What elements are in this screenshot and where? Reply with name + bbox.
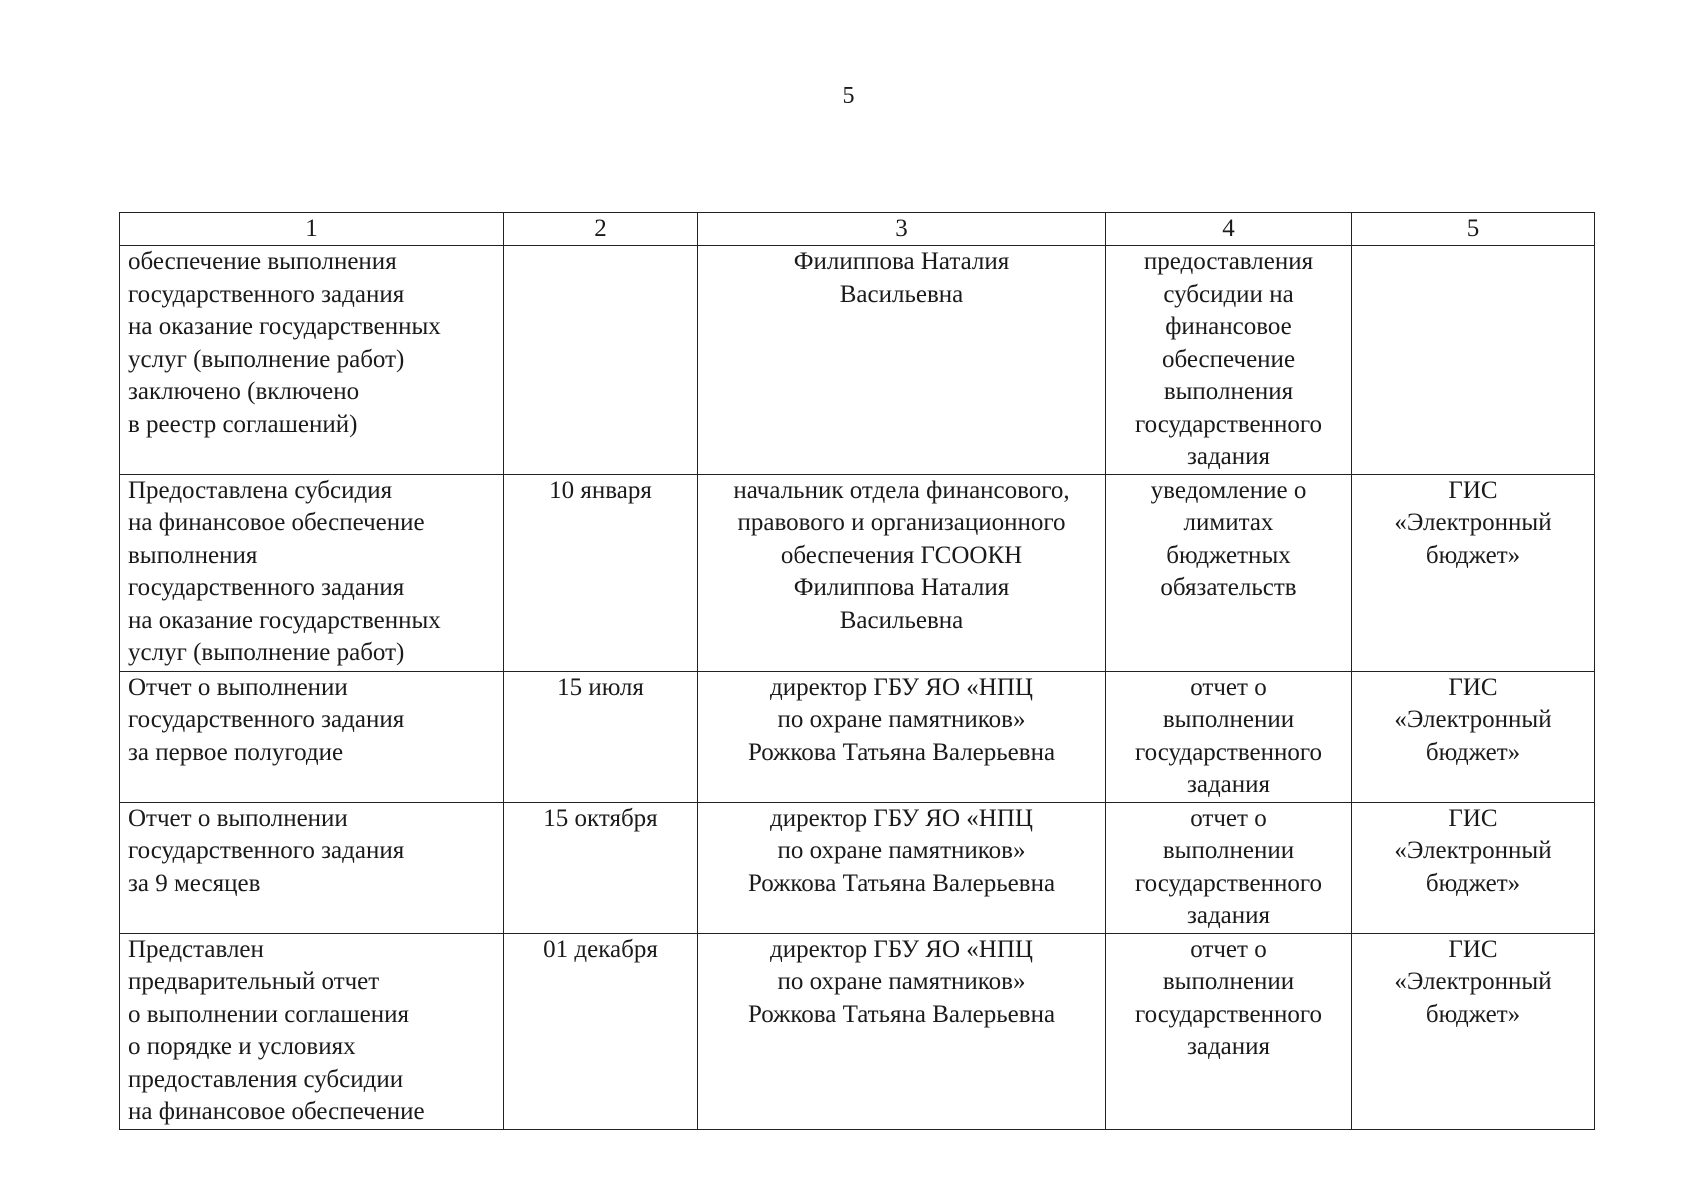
date-cell <box>504 474 698 671</box>
cell-text: государственного <box>1135 738 1322 766</box>
cell-text: ГИС <box>1448 804 1498 832</box>
cell-text: на финансовое обеспечение <box>128 509 425 536</box>
cell-text: ГИС <box>1448 935 1498 963</box>
cell-text: государственного задания <box>128 837 405 864</box>
page-number: 5 <box>842 83 855 109</box>
document-cell <box>1106 474 1352 671</box>
cell-text: на оказание государственных <box>128 606 441 634</box>
cell-text: «Электронный <box>1394 706 1552 733</box>
responsible-cell <box>698 802 1106 933</box>
cell-text: предоставления субсидии <box>128 1065 404 1093</box>
column-header: 4 <box>1106 213 1352 246</box>
responsible-cell <box>698 474 1106 671</box>
cell-text: директор ГБУ ЯО «НПЦ <box>770 935 1033 963</box>
cell-text: 15 июля <box>557 673 644 701</box>
cell-text: ГИС <box>1448 476 1498 504</box>
schedule-table <box>119 212 1595 1130</box>
cell-text: бюджет» <box>1425 541 1521 569</box>
cell-text: Рожкова Татьяна Валерьевна <box>747 869 1056 897</box>
cell-text: директор ГБУ ЯО «НПЦ <box>770 804 1033 832</box>
cell-text: «Электронный <box>1394 968 1552 995</box>
system-cell <box>1352 933 1595 1129</box>
cell-text: Представлен <box>128 935 264 963</box>
cell-text: по охране памятников» <box>777 706 1026 733</box>
cell-text: задания <box>1186 771 1271 798</box>
cell-text: государственного задания <box>128 574 405 601</box>
cell-text: финансовое <box>1165 313 1292 340</box>
cell-text: государственного задания <box>128 280 405 308</box>
cell-text: Васильевна <box>839 280 964 308</box>
date-cell <box>504 802 698 933</box>
cell-text: 01 декабря <box>543 935 658 963</box>
date-cell <box>504 671 698 802</box>
event-cell <box>120 671 504 802</box>
cell-text: «Электронный <box>1394 837 1552 864</box>
cell-text: 15 октября <box>543 804 658 832</box>
cell-text: за первое полугодие <box>128 738 344 766</box>
cell-text: в реестр соглашений) <box>128 410 358 438</box>
cell-text: о порядке и условиях <box>128 1033 356 1060</box>
system-cell <box>1352 671 1595 802</box>
cell-text: по охране памятников» <box>777 968 1026 995</box>
table-row <box>120 933 1595 1129</box>
cell-text: обеспечение <box>1161 345 1296 373</box>
cell-text: предварительный отчет <box>128 968 380 995</box>
table-row <box>120 246 1595 475</box>
cell-text: бюджетных <box>1166 541 1291 569</box>
cell-text: Васильевна <box>839 606 964 634</box>
system-cell <box>1352 474 1595 671</box>
cell-text: Рожкова Татьяна Валерьевна <box>747 738 1056 766</box>
date-cell <box>504 246 698 475</box>
document-cell <box>1106 802 1352 933</box>
column-header: 3 <box>698 213 1106 246</box>
event-cell <box>120 802 504 933</box>
cell-text: заключено (включено <box>128 378 360 405</box>
cell-text: государственного <box>1135 1000 1322 1028</box>
cell-text: задания <box>1186 443 1271 470</box>
cell-text: задания <box>1186 902 1271 929</box>
cell-text: Рожкова Татьяна Валерьевна <box>747 1000 1056 1028</box>
cell-text: правового и организационного <box>737 509 1066 536</box>
table-row <box>120 474 1595 671</box>
cell-text: обязательств <box>1160 574 1297 601</box>
cell-text: государственного <box>1135 869 1322 897</box>
cell-text: услуг (выполнение работ) <box>128 639 405 666</box>
cell-text: уведомление о <box>1150 476 1307 504</box>
cell-text: выполнения <box>128 541 258 569</box>
cell-text: выполнении <box>1162 968 1295 995</box>
cell-text: государственного задания <box>128 706 405 733</box>
cell-text: предоставления <box>1143 248 1314 275</box>
cell-text: государственного <box>1135 410 1322 438</box>
table-row <box>120 671 1595 802</box>
cell-text: услуг (выполнение работ) <box>128 345 405 373</box>
cell-text: на финансовое обеспечение <box>128 1098 425 1125</box>
column-header: 2 <box>504 213 698 246</box>
system-cell <box>1352 802 1595 933</box>
document-cell <box>1106 246 1352 475</box>
responsible-cell <box>698 246 1106 475</box>
event-cell <box>120 933 504 1129</box>
cell-text: 10 января <box>549 476 652 504</box>
cell-text: бюджет» <box>1425 738 1521 766</box>
cell-text: отчет о <box>1190 804 1267 832</box>
cell-text: на оказание государственных <box>128 313 441 340</box>
cell-text: обеспечение выполнения <box>128 248 397 275</box>
document-cell <box>1106 933 1352 1129</box>
cell-text: по охране памятников» <box>777 837 1026 864</box>
cell-text: отчет о <box>1190 935 1267 963</box>
system-cell <box>1352 246 1595 475</box>
cell-text: обеспечения ГСООКН <box>780 541 1023 569</box>
column-header: 1 <box>120 213 504 246</box>
event-cell <box>120 246 504 475</box>
cell-text: субсидии на <box>1163 280 1294 308</box>
cell-text: бюджет» <box>1425 1000 1521 1028</box>
cell-text: за 9 месяцев <box>128 869 261 897</box>
cell-text: Филиппова Наталия <box>793 574 1010 601</box>
column-header: 5 <box>1352 213 1595 246</box>
responsible-cell <box>698 671 1106 802</box>
cell-text: выполнении <box>1162 706 1295 733</box>
cell-text: директор ГБУ ЯО «НПЦ <box>770 673 1033 701</box>
table-header-row <box>120 213 1595 246</box>
cell-text: выполнения <box>1163 378 1294 405</box>
cell-text: лимитах <box>1183 509 1274 536</box>
cell-text: отчет о <box>1190 673 1267 701</box>
cell-text: Предоставлена субсидия <box>128 476 393 504</box>
cell-text: задания <box>1186 1033 1271 1060</box>
cell-text: о выполнении соглашения <box>128 1000 409 1028</box>
cell-text: Отчет о выполнении <box>128 804 348 832</box>
cell-text: «Электронный <box>1394 509 1552 536</box>
cell-text: Филиппова Наталия <box>793 248 1010 275</box>
cell-text: начальник отдела финансового, <box>733 476 1070 504</box>
table-row <box>120 802 1595 933</box>
cell-text: ГИС <box>1448 673 1498 701</box>
cell-text: бюджет» <box>1425 869 1521 897</box>
cell-text: Отчет о выполнении <box>128 673 348 701</box>
cell-text: выполнении <box>1162 837 1295 864</box>
responsible-cell <box>698 933 1106 1129</box>
date-cell <box>504 933 698 1129</box>
document-cell <box>1106 671 1352 802</box>
event-cell <box>120 474 504 671</box>
